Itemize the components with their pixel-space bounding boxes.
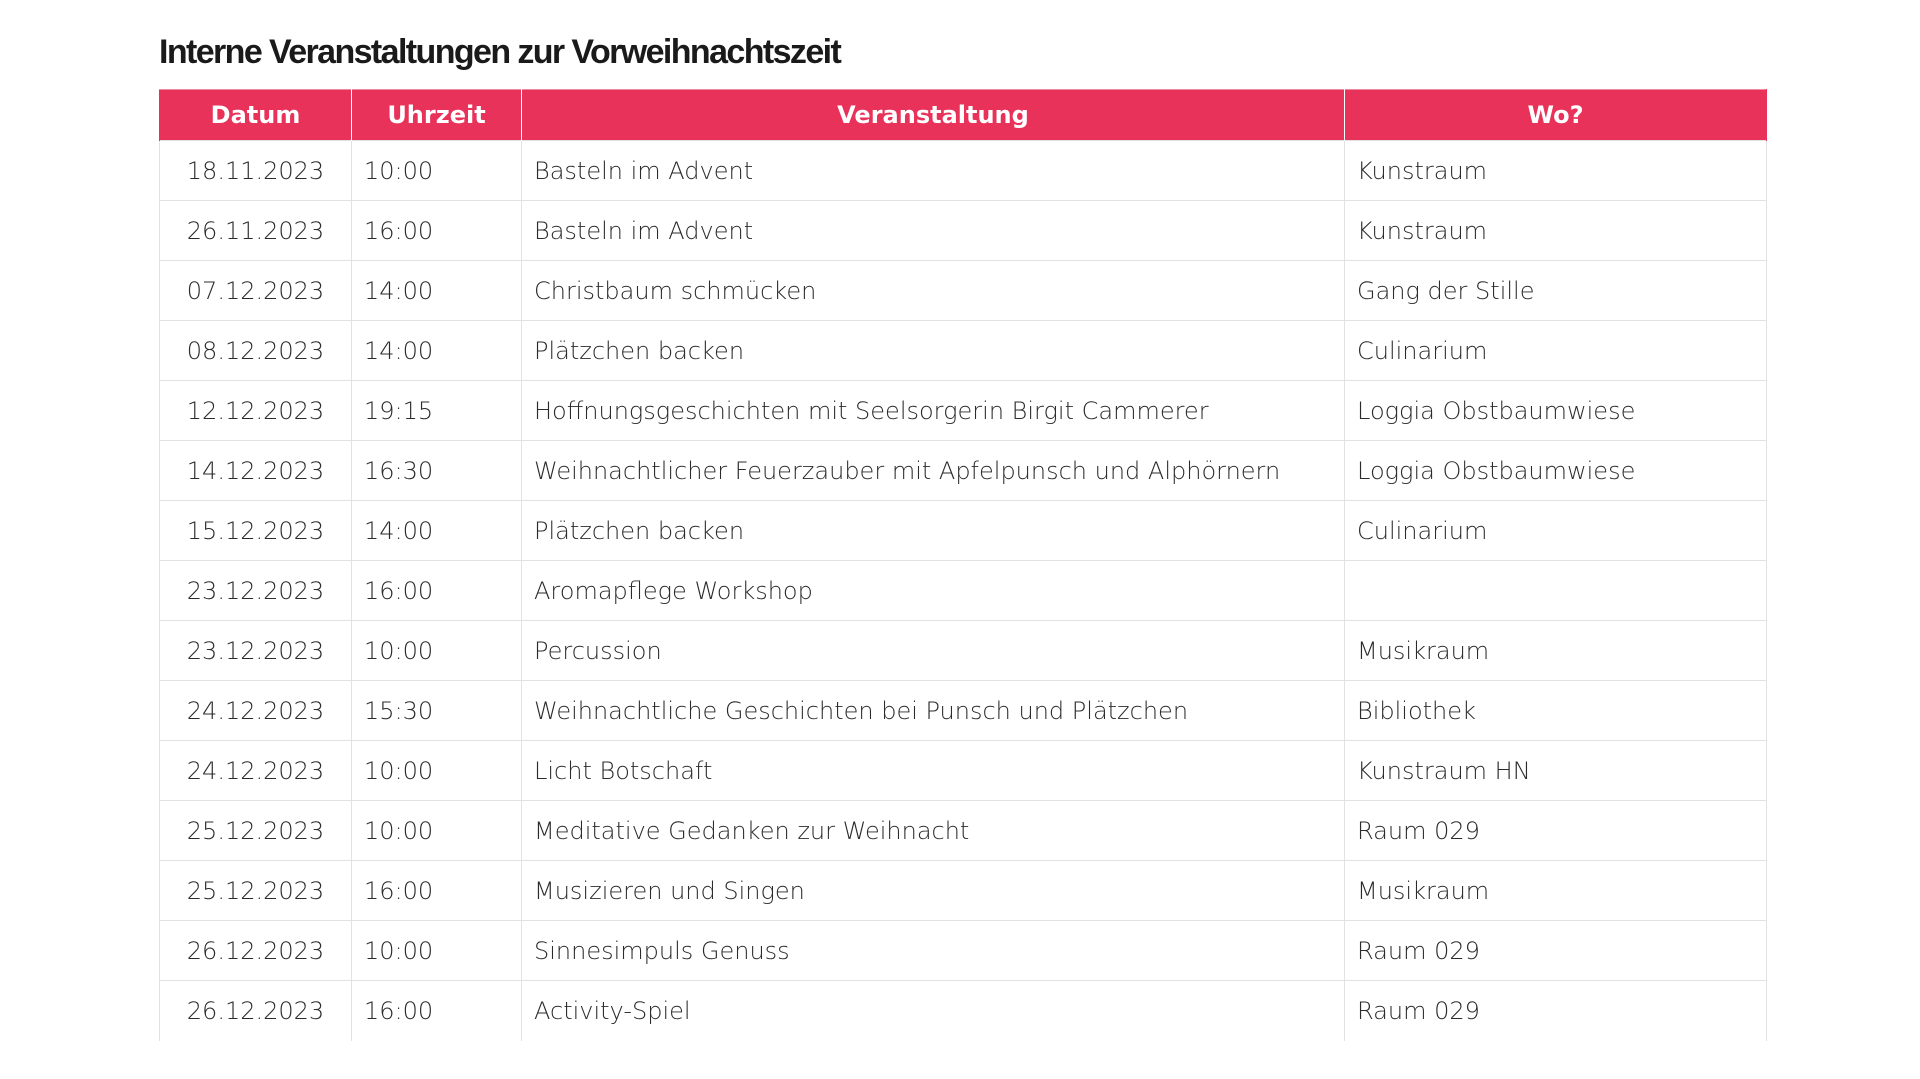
time-cell: 16:00: [352, 561, 522, 621]
location-cell: Raum 029: [1345, 981, 1767, 1041]
event-cell: Aromapflege Workshop: [522, 561, 1345, 621]
event-cell: Hoffnungsgeschichten mit Seelsorgerin Birgit Cammerer: [522, 381, 1345, 441]
table-row: [160, 801, 1767, 861]
date-cell: 23.12.2023: [160, 621, 352, 681]
date-cell: 23.12.2023: [160, 561, 352, 621]
column-header-time: Uhrzeit: [352, 90, 522, 141]
table-row: [160, 261, 1767, 321]
table-row: [160, 141, 1767, 201]
event-cell: Activity-Spiel: [522, 981, 1345, 1041]
location-cell: Culinarium: [1345, 321, 1767, 381]
header-row: [160, 90, 1767, 141]
time-cell: 14:00: [352, 321, 522, 381]
time-cell: 14:00: [352, 501, 522, 561]
event-cell: Christbaum schmücken: [522, 261, 1345, 321]
event-cell: Basteln im Advent: [522, 201, 1345, 261]
location-cell: Raum 029: [1345, 801, 1767, 861]
date-cell: 15.12.2023: [160, 501, 352, 561]
date-cell: 25.12.2023: [160, 861, 352, 921]
table-header: [160, 90, 1767, 141]
time-cell: 10:00: [352, 141, 522, 201]
event-cell: Musizieren und Singen: [522, 861, 1345, 921]
location-cell: Loggia Obstbaumwiese: [1345, 381, 1767, 441]
time-cell: 16:00: [352, 861, 522, 921]
time-cell: 10:00: [352, 801, 522, 861]
event-cell: Plätzchen backen: [522, 321, 1345, 381]
location-cell: Kunstraum: [1345, 201, 1767, 261]
table-row: [160, 381, 1767, 441]
table-body: [160, 141, 1767, 1041]
table-row: [160, 621, 1767, 681]
date-cell: 24.12.2023: [160, 741, 352, 801]
event-cell: Weihnachtliche Geschichten bei Punsch und Plätzchen: [522, 681, 1345, 741]
event-cell: Percussion: [522, 621, 1345, 681]
location-cell: Bibliothek: [1345, 681, 1767, 741]
page-title: Interne Veranstaltungen zur Vorweihnachtszeit: [159, 33, 841, 71]
time-cell: 16:30: [352, 441, 522, 501]
time-cell: 16:00: [352, 201, 522, 261]
table-row: [160, 741, 1767, 801]
date-cell: 26.12.2023: [160, 981, 352, 1041]
time-cell: 10:00: [352, 921, 522, 981]
location-cell: Loggia Obstbaumwiese: [1345, 441, 1767, 501]
column-header-date: Datum: [160, 90, 352, 141]
location-cell: [1345, 561, 1767, 621]
time-cell: 14:00: [352, 261, 522, 321]
date-cell: 26.11.2023: [160, 201, 352, 261]
time-cell: 16:00: [352, 981, 522, 1041]
time-cell: 10:00: [352, 741, 522, 801]
location-cell: Kunstraum HN: [1345, 741, 1767, 801]
date-cell: 25.12.2023: [160, 801, 352, 861]
date-cell: 26.12.2023: [160, 921, 352, 981]
event-cell: Basteln im Advent: [522, 141, 1345, 201]
table-row: [160, 681, 1767, 741]
column-header-where: Wo?: [1345, 90, 1767, 141]
column-header-event: Veranstaltung: [522, 90, 1345, 141]
table-row: [160, 561, 1767, 621]
table-row: [160, 861, 1767, 921]
event-cell: Weihnachtlicher Feuerzauber mit Apfelpunsch und Alphörnern: [522, 441, 1345, 501]
date-cell: 07.12.2023: [160, 261, 352, 321]
date-cell: 08.12.2023: [160, 321, 352, 381]
table-row: [160, 981, 1767, 1041]
date-cell: 24.12.2023: [160, 681, 352, 741]
location-cell: Musikraum: [1345, 621, 1767, 681]
time-cell: 10:00: [352, 621, 522, 681]
table-row: [160, 441, 1767, 501]
table-row: [160, 501, 1767, 561]
location-cell: Raum 029: [1345, 921, 1767, 981]
location-cell: Gang der Stille: [1345, 261, 1767, 321]
location-cell: Kunstraum: [1345, 141, 1767, 201]
date-cell: 18.11.2023: [160, 141, 352, 201]
location-cell: Musikraum: [1345, 861, 1767, 921]
table-row: [160, 321, 1767, 381]
event-cell: Plätzchen backen: [522, 501, 1345, 561]
events-table: [159, 89, 1767, 1041]
location-cell: Culinarium: [1345, 501, 1767, 561]
date-cell: 12.12.2023: [160, 381, 352, 441]
table-row: [160, 921, 1767, 981]
time-cell: 15:30: [352, 681, 522, 741]
time-cell: 19:15: [352, 381, 522, 441]
event-cell: Licht Botschaft: [522, 741, 1345, 801]
event-cell: Sinnesimpuls Genuss: [522, 921, 1345, 981]
date-cell: 14.12.2023: [160, 441, 352, 501]
event-cell: Meditative Gedanken zur Weihnacht: [522, 801, 1345, 861]
table-row: [160, 201, 1767, 261]
